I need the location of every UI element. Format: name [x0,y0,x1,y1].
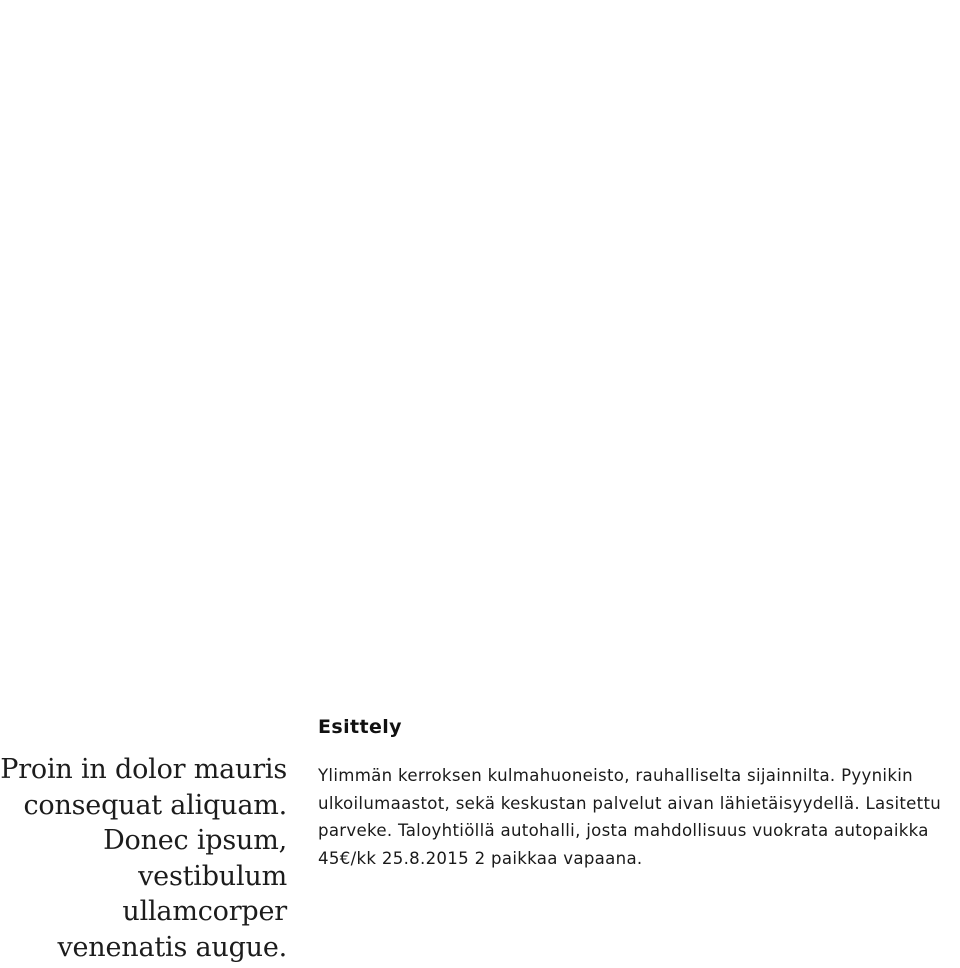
intro-section [318,712,960,872]
intro-heading: Esittely [318,716,402,738]
pull-quote: Proin in dolor mauris consequat aliquam. Donec ipsum, vestibulum ullamcorper venenatis augue. [0,754,287,963]
intro-body: Ylimmän kerroksen kulmahuoneisto, rauhalliselta sijainnilta. Pyynikin ulkoilumaastot, sekä keskustan palvelut aivan lähietäisyydellä. Lasitettu parveke. Taloyhtiöllä autohalli, josta mahdollisuus vuokrata autopaikka 45€/kk 25.8.2015 2 paikkaa vapaana. [318,766,942,868]
